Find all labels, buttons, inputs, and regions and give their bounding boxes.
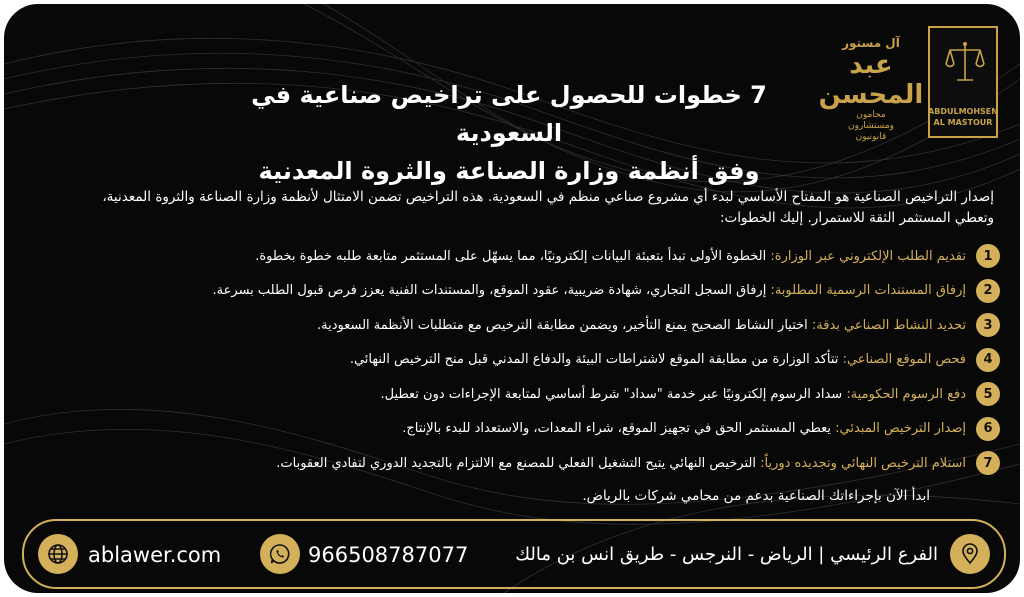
closing-line: ابدأ الآن بإجراءاتك الصناعية بدعم من محامي شركات بالرياض. bbox=[582, 488, 930, 504]
step-number-badge: 5 bbox=[976, 382, 1000, 406]
logo-main-name: عبد المحسن bbox=[818, 50, 924, 110]
page-title bbox=[214, 76, 804, 190]
contact-footer bbox=[22, 519, 1006, 589]
list-item bbox=[154, 239, 1000, 274]
list-item bbox=[154, 412, 1000, 447]
branch-address: الفرع الرئيسي | الرياض - النرجس - طريق انس بن مالك bbox=[515, 544, 938, 565]
title-line-2: وفق أنظمة وزارة الصناعة والثروة المعدنية bbox=[258, 157, 760, 185]
firm-logo bbox=[816, 26, 998, 142]
step-description: تتأكد الوزارة من مطابقة الموقع لاشتراطات البيئة والدفاع المدني قبل منح الترخيص النهائي. bbox=[349, 352, 843, 368]
step-description: الخطوة الأولى تبدأ بتعبئة البيانات إلكترونيًا، مما يسهّل على المستثمر متابعة طلبه خطوة بخطوة. bbox=[255, 248, 771, 264]
step-heading: تحديد النشاط الصناعي بدقة: bbox=[811, 317, 966, 333]
logo-english-line-1: ABDULMOHSEN bbox=[928, 107, 998, 116]
title-line-1: 7 خطوات للحصول على تراخيص صناعية في السعودية bbox=[251, 81, 767, 147]
phone-number[interactable]: 966508787077 bbox=[308, 543, 469, 567]
step-heading: استلام الترخيص النهائي وتجديده دورياً: bbox=[760, 455, 966, 471]
globe-icon bbox=[38, 534, 78, 574]
step-number-badge: 1 bbox=[976, 244, 1000, 268]
logo-emblem-box bbox=[928, 26, 998, 138]
step-number-badge: 6 bbox=[976, 417, 1000, 441]
step-text bbox=[255, 249, 966, 264]
list-item bbox=[154, 343, 1000, 378]
step-heading: إرفاق المستندات الرسمية المطلوبة: bbox=[770, 283, 966, 299]
infographic-card bbox=[4, 4, 1020, 593]
whatsapp-icon bbox=[260, 534, 300, 574]
step-description: اختيار النشاط الصحيح يمنع التأخير، ويضمن مطابقة الترخيص مع متطلبات الأنظمة السعودية. bbox=[317, 317, 812, 333]
steps-list bbox=[154, 239, 1000, 481]
step-description: يعطي المستثمر الحق في تجهيز الموقع، شراء المعدات، والاستعداد للبدء بالإنتاج. bbox=[402, 421, 836, 437]
step-text bbox=[276, 456, 966, 471]
intro-paragraph: إصدار التراخيص الصناعية هو المفتاح الأساسي لبدء أي مشروع صناعي منظم في السعودية. هذه التراخيص تضمن الامتثال لأنظمة وزارة الصناعة والثروة المعدنية، وتعطي المستثمر الثقة للاستمرار. إليك الخطوات: bbox=[102, 189, 994, 226]
step-number-badge: 2 bbox=[976, 279, 1000, 303]
step-number-badge: 3 bbox=[976, 313, 1000, 337]
step-text bbox=[380, 387, 966, 402]
step-heading: تقديم الطلب الإلكتروني عبر الوزارة: bbox=[770, 248, 966, 264]
list-item bbox=[154, 446, 1000, 481]
step-heading: فحص الموقع الصناعي: bbox=[842, 352, 966, 368]
logo-english-line-2: AL MASTOUR bbox=[933, 118, 993, 127]
step-text bbox=[317, 318, 966, 333]
list-item bbox=[154, 377, 1000, 412]
scales-of-justice-icon bbox=[944, 40, 986, 86]
logo-sub-line-1: محامون bbox=[856, 110, 886, 120]
logo-arabic-name bbox=[816, 36, 926, 143]
step-heading: دفع الرسوم الحكومية: bbox=[846, 386, 966, 402]
list-item bbox=[154, 308, 1000, 343]
location-pin-icon bbox=[950, 534, 990, 574]
step-description: سداد الرسوم إلكترونيًا عبر خدمة "سداد" شرط أساسي لمتابعة الإجراءات دون تعطيل. bbox=[380, 386, 847, 402]
step-description: إرفاق السجل التجاري، شهادة ضريبية، عقود الموقع، والمستندات الفنية يعزز فرص قبول الطلب بسرعة. bbox=[212, 283, 771, 299]
list-item bbox=[154, 274, 1000, 309]
step-heading: إصدار الترخيص المبدئي: bbox=[835, 421, 966, 437]
logo-sub-line-2: ومستشارون bbox=[848, 121, 894, 131]
website-link[interactable]: ablawer.com bbox=[88, 543, 222, 567]
step-text bbox=[213, 283, 966, 298]
step-text bbox=[402, 421, 966, 436]
logo-sub-line-3: قانونيون bbox=[855, 132, 887, 142]
step-number-badge: 7 bbox=[976, 451, 1000, 475]
step-number-badge: 4 bbox=[976, 348, 1000, 372]
logo-family-name: آل مستور bbox=[842, 36, 900, 50]
step-description: الترخيص النهائي يتيح التشغيل الفعلي للمصنع مع الالتزام بالتجديد الدوري لتفادي العقوبات. bbox=[276, 455, 761, 471]
step-text bbox=[350, 352, 966, 367]
